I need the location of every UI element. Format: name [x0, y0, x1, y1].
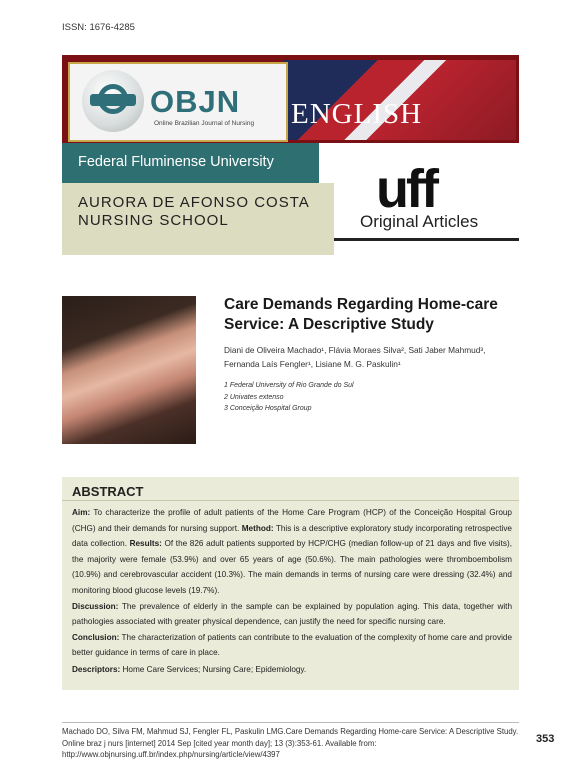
method-text: This is a descriptive exploratory study incorporating retrospective data collection. [72, 523, 512, 549]
descriptors-label: Descriptors: [72, 665, 121, 674]
section-divider [334, 238, 519, 241]
affiliation-1: 1 Federal University of Rio Grande do Sul [224, 382, 354, 389]
school-name-line1: AURORA DE AFONSO COSTA [78, 194, 310, 211]
aim-label: Aim: [72, 508, 91, 517]
citation: Machado DO, Silva FM, Mahmud SJ, Fengler FL, Paskulin LMG.Care Demands Regarding Home-care Service: A Descriptive Study. Online braz j nurs [internet] 2014 Sep [cited year month day]; 13 (3):353-61. Available from: http://www.objnursing.uff.br/index.php/nursing/article/view/4397 [62, 727, 519, 759]
footer-divider [62, 722, 519, 723]
discussion-label: Discussion: [72, 601, 119, 611]
journal-name: OBJN [150, 84, 241, 119]
author-list [224, 343, 524, 371]
university-name: Federal Fluminense University [78, 154, 274, 170]
journal-subtitle: Online Brazilian Journal of Nursing [154, 120, 255, 127]
affiliation-2: 2 Univates extenso [224, 393, 284, 401]
results-text: Of the 826 adult patients supported by HCP/CHG (median follow-up of 21 days and five visits), the majority were female (53.9%) and over 65 years of age (50.6%). The main pathologies were thromboembolism (10.9%) and cerebrovascular accident (10.3%). The main demands in terms of nursing care were dressing (32.4%) and monitoring blood glucose levels (19.7%). [72, 539, 512, 595]
descriptors [72, 665, 306, 674]
author-photo [62, 296, 196, 444]
conclusion-label: Conclusion: [72, 632, 120, 642]
discussion-text: The prevalence of elderly in the sample can be explained by population aging. This data, together with pathologies associated with greater physical dependence, can justify the need for specific nursing care. [72, 601, 512, 627]
authors-line-2: Fernanda Laís Fengler¹, Lisiane M. G. Paskulin¹ [224, 359, 401, 369]
section-label: Original Articles [360, 212, 479, 231]
affiliations [224, 380, 354, 415]
language-label: ENGLISH [291, 98, 423, 130]
page-number: 353 [536, 733, 555, 745]
method-label: Method: [241, 523, 274, 533]
uff-logo: uff [376, 159, 436, 219]
article-title: Care Demands Regarding Home-care Service: A Descriptive Study [224, 296, 498, 333]
abstract-heading: ABSTRACT [72, 484, 144, 499]
results-label: Results: [129, 539, 162, 549]
authors-line-1: Diani de Oliveira Machado¹, Flávia Moraes Silva², Sati Jaber Mahmud³, [224, 345, 486, 355]
school-name-line2: NURSING SCHOOL [78, 212, 229, 229]
emblem-bar [90, 94, 136, 106]
abstract-body [72, 505, 512, 661]
descriptors-text: Home Care Services; Nursing Care; Epidemiology. [120, 665, 307, 674]
issn: ISSN: 1676-4285 [62, 22, 135, 33]
affiliation-3: 3 Conceição Hospital Group [224, 405, 312, 412]
conclusion-text: The characterization of patients can contribute to the evaluation of the complexity of home care and provide better guidance in terms of care in place. [72, 632, 512, 658]
abstract-divider [62, 500, 519, 501]
aim-text: To characterize the profile of adult patients of the Home Care Program (HCP) of the Conceição Hospital Group (CHG) and their demands for nursing support. [72, 508, 512, 533]
